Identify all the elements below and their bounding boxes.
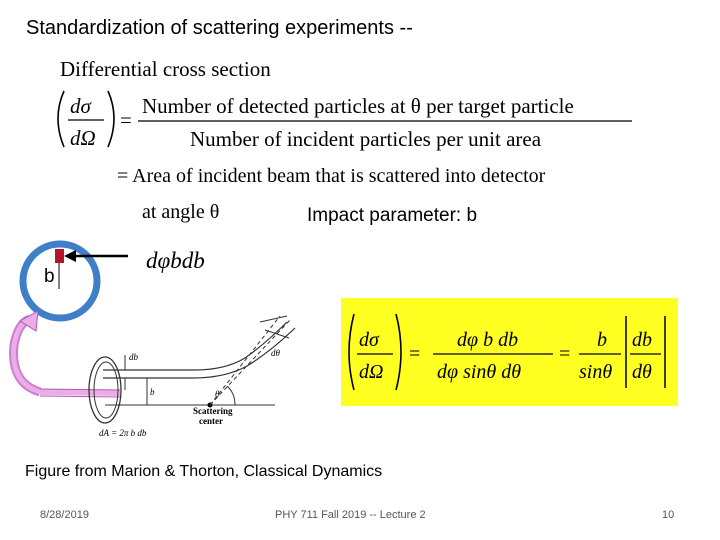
slide-title: Standardization of scattering experiments -- — [26, 17, 413, 39]
dashed-line-2 — [210, 316, 280, 405]
arrow-head — [64, 250, 76, 262]
box-abs-denominator: dθ — [632, 361, 652, 383]
fig-center-label-1: Scattering — [193, 406, 233, 416]
box-rhs-numerator: b — [597, 329, 607, 351]
figure-caption: Figure from Marion & Thorton, Classical Dynamics — [25, 463, 383, 480]
equation-line-2: = Area of incident beam that is scattered into detector — [117, 165, 546, 187]
cross-section-definition-equation — [50, 85, 650, 155]
rhs-numerator: Number of detected particles at θ per target particle — [142, 94, 574, 118]
left-paren — [58, 91, 64, 147]
fig-db-label: db — [129, 352, 138, 362]
fig-center-label-2: center — [199, 416, 223, 426]
theta-arc — [227, 386, 235, 405]
boxed-equation-panel — [341, 298, 678, 406]
box-lhs-numerator: dσ — [359, 329, 379, 351]
dashed-line-1 — [210, 320, 290, 405]
section-heading: Differential cross section — [60, 57, 271, 81]
fig-theta-label: θ — [215, 389, 220, 399]
fig-dtheta-label: dθ — [271, 348, 280, 358]
footer-course: PHY 711 Fall 2019 -- Lecture 2 — [275, 509, 426, 521]
equals-sign: = — [120, 108, 132, 132]
lhs-numerator: dσ — [70, 94, 91, 118]
trajectory-upper — [103, 322, 287, 370]
right-paren — [108, 91, 114, 147]
equation-line-3: at angle θ — [142, 201, 220, 223]
footer-date: 8/28/2019 — [40, 509, 89, 521]
boxed-equation — [341, 298, 678, 406]
box-mid-numerator: dφ b db — [457, 329, 519, 351]
fig-b-label: b — [150, 387, 155, 397]
footer-page-number: 10 — [662, 509, 675, 521]
box-mid-denominator: dφ sinθ dθ — [437, 361, 522, 383]
box-equals-1: = — [409, 343, 421, 365]
box-abs-numerator: db — [632, 329, 652, 351]
red-marker — [55, 249, 64, 263]
box-equals-2: = — [559, 343, 571, 365]
lhs-denominator: dΩ — [70, 126, 96, 150]
impact-parameter-label: Impact parameter: b — [307, 205, 478, 226]
box-rhs-denominator: sinθ — [579, 361, 613, 383]
b-label: b — [44, 266, 55, 287]
fig-dA-label: dA = 2π b db — [99, 428, 147, 438]
area-element-label: dφbdb — [146, 248, 205, 273]
rhs-denominator: Number of incident particles per unit area — [190, 127, 542, 151]
scattering-figure — [75, 300, 345, 445]
box-lhs-denominator: dΩ — [359, 361, 384, 383]
